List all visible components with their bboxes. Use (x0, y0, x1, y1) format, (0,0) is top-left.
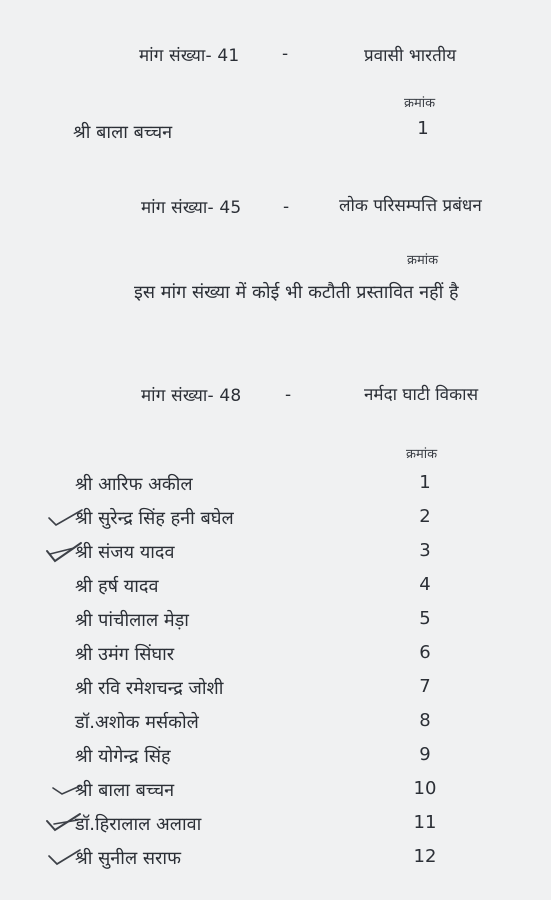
member-name: श्री उमंग सिंघार (75, 644, 175, 665)
demand-subject-45: लोक परिसम्पत्ति प्रबंधन (339, 196, 482, 216)
member-name: श्री आरिफ अकील (75, 474, 193, 495)
member-name: श्री हर्ष यादव (75, 576, 159, 597)
serial-number: 11 (413, 812, 437, 833)
member-name: श्री रवि रमेशचन्द्र जोशी (75, 678, 224, 699)
serial-number: 12 (413, 846, 437, 867)
member-name: श्री बाला बच्चन (75, 780, 175, 801)
demand-subject-41: प्रवासी भारतीय (364, 46, 457, 66)
member-name: श्री बाला बच्चन (73, 122, 173, 143)
member-name: श्री पांचीलाल मेड़ा (75, 610, 189, 631)
demand-number-48: मांग संख्या- 48 (141, 386, 242, 406)
demand-number-41: मांग संख्या- 41 (139, 46, 240, 66)
no-cut-motion-note: इस मांग संख्या में कोई भी कटौती प्रस्तावित नहीं है (134, 282, 459, 303)
member-name: श्री संजय यादव (75, 542, 175, 563)
serial-number: 3 (419, 540, 431, 561)
serial-header: क्रमांक (406, 447, 438, 462)
check-icon (50, 776, 90, 800)
check-icon (46, 844, 86, 868)
member-name: डॉ.अशोक मर्सकोले (75, 712, 199, 733)
serial-number: 2 (419, 506, 431, 527)
check-icon (44, 540, 84, 564)
member-name: श्री योगेन्द्र सिंह (75, 746, 171, 767)
check-icon (46, 506, 86, 530)
demand-dash: - (285, 385, 292, 405)
serial-header: क्रमांक (404, 96, 436, 111)
demand-dash: - (283, 197, 290, 217)
member-name: श्री सुरेन्द्र सिंह हनी बघेल (75, 508, 234, 529)
member-name: श्री सुनील सराफ (75, 848, 181, 869)
serial-number: 8 (419, 710, 431, 731)
serial-number: 1 (419, 472, 431, 493)
serial-number: 1 (417, 118, 429, 139)
demand-number-45: मांग संख्या- 45 (141, 198, 242, 218)
serial-number: 4 (419, 574, 431, 595)
serial-number: 9 (419, 744, 431, 765)
demand-dash: - (282, 44, 289, 64)
demand-subject-48: नर्मदा घाटी विकास (364, 385, 479, 405)
serial-number: 6 (419, 642, 431, 663)
member-name: डॉ.हिरालाल अलावा (75, 814, 202, 835)
serial-number: 10 (413, 778, 437, 799)
serial-number: 7 (419, 676, 431, 697)
serial-number: 5 (419, 608, 431, 629)
serial-header: क्रमांक (407, 253, 439, 268)
check-icon (44, 810, 84, 834)
